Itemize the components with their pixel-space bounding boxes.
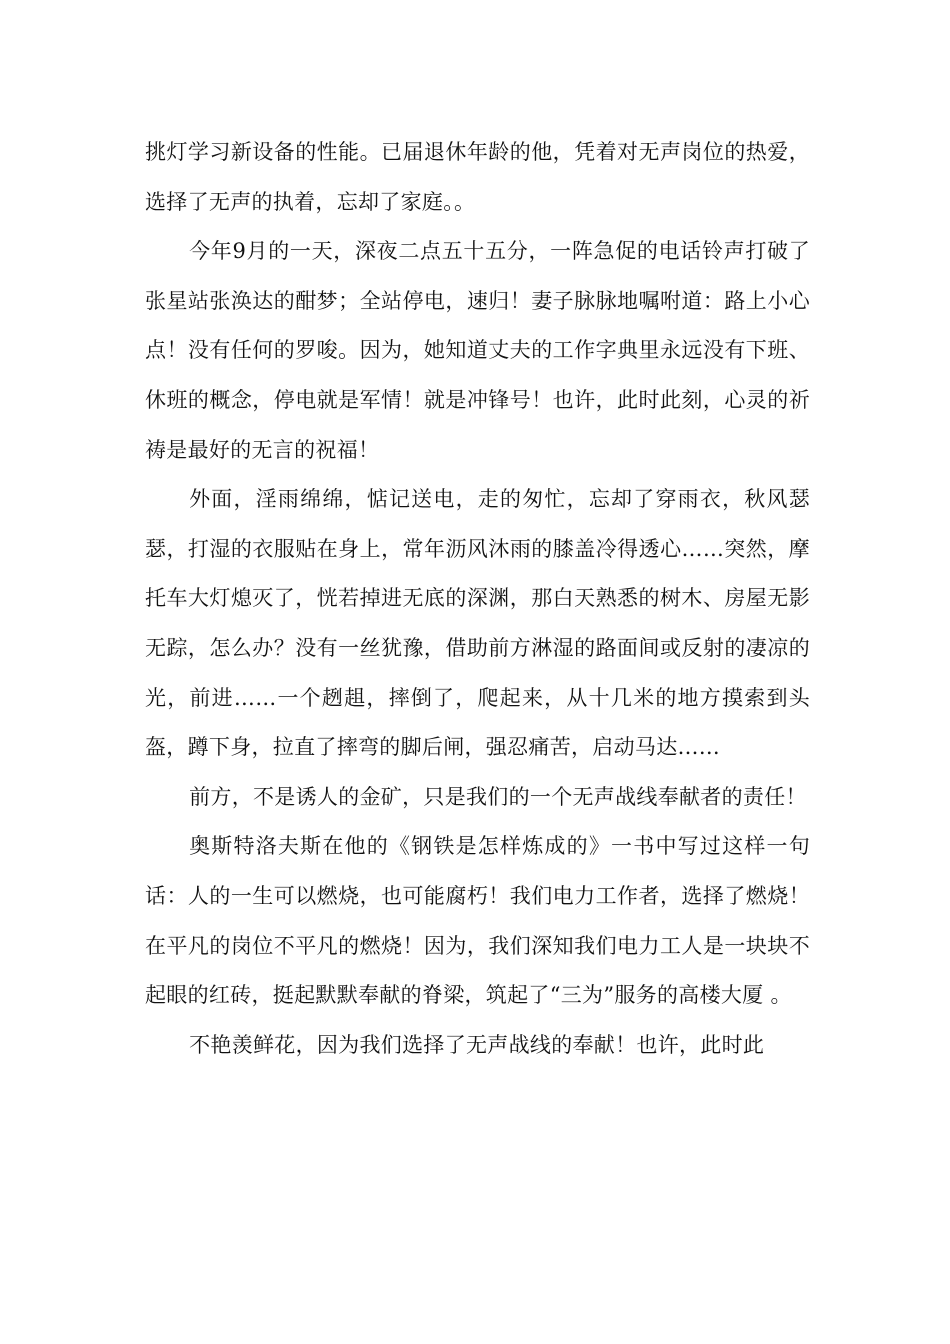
paragraph-1: 挑灯学习新设备的性能。已届退休年龄的他，凭着对无声岗位的热爱，选择了无声的执着，忘却了家庭。。 (145, 140, 810, 214)
paragraph-6: 不艳羡鲜花，因为我们选择了无声战线的奉献！也许，此时此 (189, 1032, 765, 1057)
paragraph-5: 奥斯特洛夫斯在他的《钢铁是怎样炼成的》一书中写过这样一句话：人的一生可以燃烧，也可能腐朽！我们电力工作者，选择了燃烧！在平凡的岗位不平凡的燃烧！因为，我们深知我们电力工人是一块块不起眼的红砖，挺起默默奉献的脊梁，筑起了“三为”服务的高楼大厦 。 (145, 834, 810, 1008)
paragraph-3: 外面，淫雨绵绵，惦记送电，走的匆忙，忘却了穿雨衣，秋风瑟瑟，打湿的衣服贴在身上，常年沥风沐雨的膝盖冷得透心……突然，摩托车大灯熄灭了，恍若掉进无底的深渊，那白天熟悉的树木、房屋无影无踪，怎么办？没有一丝犹豫，借助前方淋湿的路面间或反射的凄凉的光，前进……一个趔趄，摔倒了，爬起来，从十几米的地方摸索到头盔，蹲下身，拉直了摔弯的脚后闸，强忍痛苦，启动马达…… (145, 487, 810, 760)
body-text (145, 128, 810, 1070)
paragraph-4: 前方，不是诱人的金矿，只是我们的一个无声战线奉献者的责任！ (189, 784, 807, 809)
paragraph-2: 今年9月的一天，深夜二点五十五分，一阵急促的电话铃声打破了张星站张涣达的酣梦；全站停电，速归！妻子脉脉地嘱咐道：路上小心点！没有任何的罗唆。因为，她知道丈夫的工作字典里永远没有下班、休班的概念，停电就是军情！就是冲锋号！也许，此时此刻，心灵的祈祷是最好的无言的祝福！ (145, 239, 810, 462)
